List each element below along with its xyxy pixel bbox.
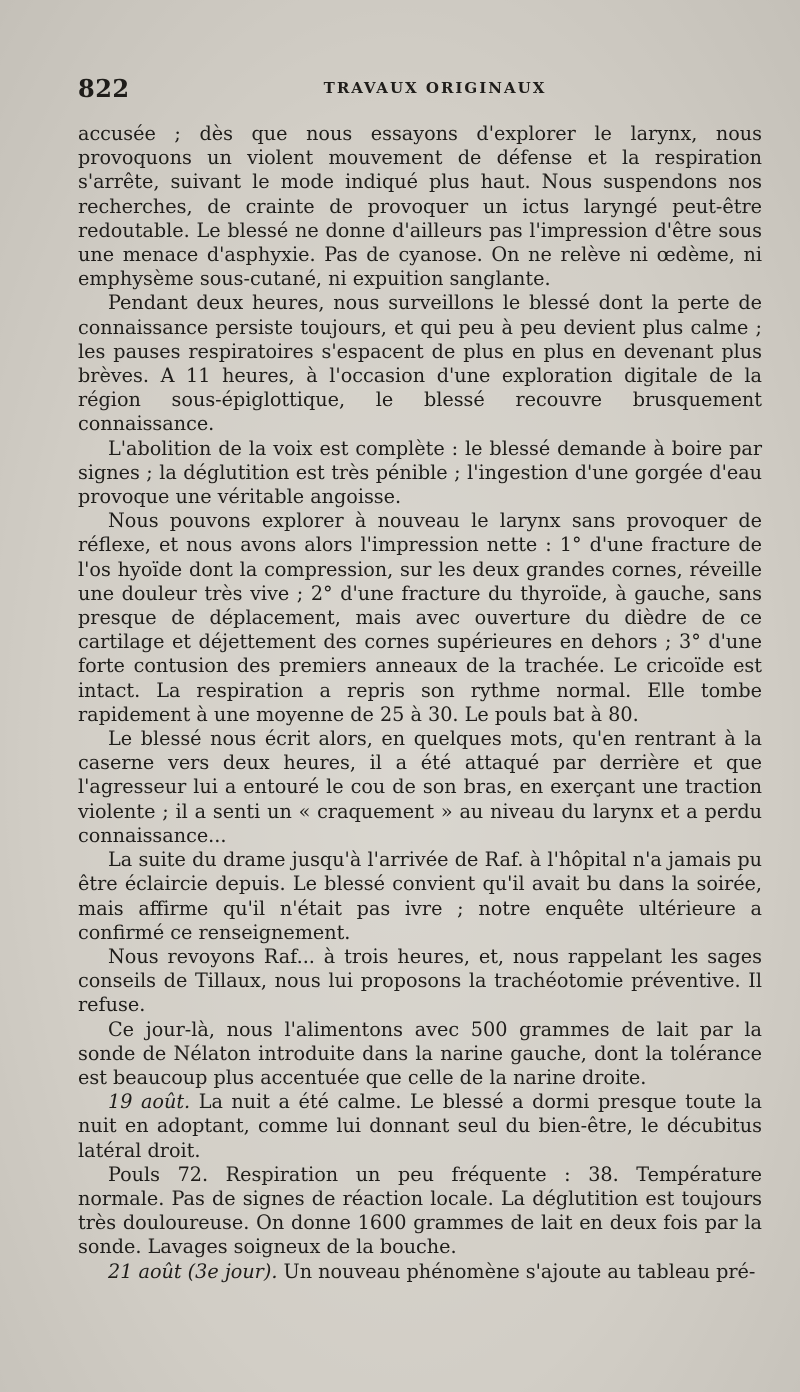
date-lead: 19 août.	[108, 1090, 191, 1114]
running-title: TRAVAUX ORIGINAUX	[323, 79, 547, 97]
paragraph: accusée ; dès que nous essayons d'explorer le larynx, nous provoquons un violent mouvement de défense et la respiration s'arrête, suivant le mode indiqué plus haut. Nous suspendons nos recherches, de crainte de provoquer un ictus laryngé peut-être redoutable. Le blessé ne donne d'ailleurs pas l'impression d'être sous une menace d'asphyxie. Pas de cyanose. On ne relève ni œdème, ni emphysème sous-cutané, ni expuition sanglante.	[78, 122, 762, 291]
paragraph: La suite du drame jusqu'à l'arrivée de Raf. à l'hôpital n'a jamais pu être éclaircie depuis. Le blessé convient qu'il avait bu dans la soirée, mais affirme qu'il n'était pas ivre ; notre enquête ultérieure a confirmé ce renseignement.	[78, 848, 762, 944]
body-text	[78, 122, 762, 1284]
paragraph: Pendant deux heures, nous surveillons le blessé dont la perte de connaissance persiste toujours, et qui peu à peu devient plus calme ; les pauses respiratoires s'espacent de plus en plus en devenant plus brèves. A 11 heures, à l'occasion d'une exploration digitale de la région sous-épiglottique, le blessé recouvre brusquement connaissance.	[78, 291, 762, 436]
paragraph: Nous revoyons Raf... à trois heures, et, nous rappelant les sages conseils de Tillaux, nous lui proposons la trachéotomie préventive. Il refuse.	[78, 944, 762, 1017]
page-header	[78, 74, 762, 108]
paragraph: Pouls 72. Respiration un peu fréquente : 38. Température normale. Pas de signes de réaction locale. La déglutition est toujours très douloureuse. On donne 1600 grammes de lait en deux fois par la sonde. Lavages soigneux de la bouche.	[78, 1162, 762, 1259]
paragraph: 21 août (3e jour). Un nouveau phénomène s'ajoute au tableau pré-	[108, 1259, 756, 1283]
paragraph: 19 août. La nuit a été calme. Le blessé a dormi presque toute la nuit en adoptant, comme lui donnant seul du bien-être, le décubitus latéral droit.	[78, 1090, 762, 1162]
paragraph: L'abolition de la voix est complète : le blessé demande à boire par signes ; la déglutition est très pénible ; l'ingestion d'une gorgée d'eau provoque une véritable angoisse.	[78, 436, 762, 509]
paragraph: Nous pouvons explorer à nouveau le larynx sans provoquer de réflexe, et nous avons alors l'impression nette : 1° d'une fracture de l'os hyoïde dont la compression, sur les deux grandes cornes, réveille une douleur très vive ; 2° d'une fracture du thyroïde, à gauche, sans presque de déplacement, mais avec ouverture du dièdre de ce cartilage et déjettement des cornes supérieures en dehors ; 3° d'une forte contusion des premiers anneaux de la trachée. Le cricoïde est intact. La respiration a repris son rythme normal. Elle tombe rapidement à une moyenne de 25 à 30. Le pouls bat à 80.	[78, 509, 762, 726]
page-number: 822	[78, 74, 130, 103]
date-lead: 21 août (3e jour).	[108, 1259, 278, 1283]
paragraph: Ce jour-là, nous l'alimentons avec 500 grammes de lait par la sonde de Nélaton introduite dans la narine gauche, dont la tolérance est beaucoup plus accentuée que celle de la narine droite.	[78, 1017, 762, 1089]
paragraph: Le blessé nous écrit alors, en quelques mots, qu'en rentrant à la caserne vers deux heures, il a été attaqué par derrière et que l'agresseur lui a entouré le cou de son bras, en exerçant une traction violente ; il a senti un « craquement » au niveau du larynx et a perdu connaissance...	[78, 727, 762, 847]
